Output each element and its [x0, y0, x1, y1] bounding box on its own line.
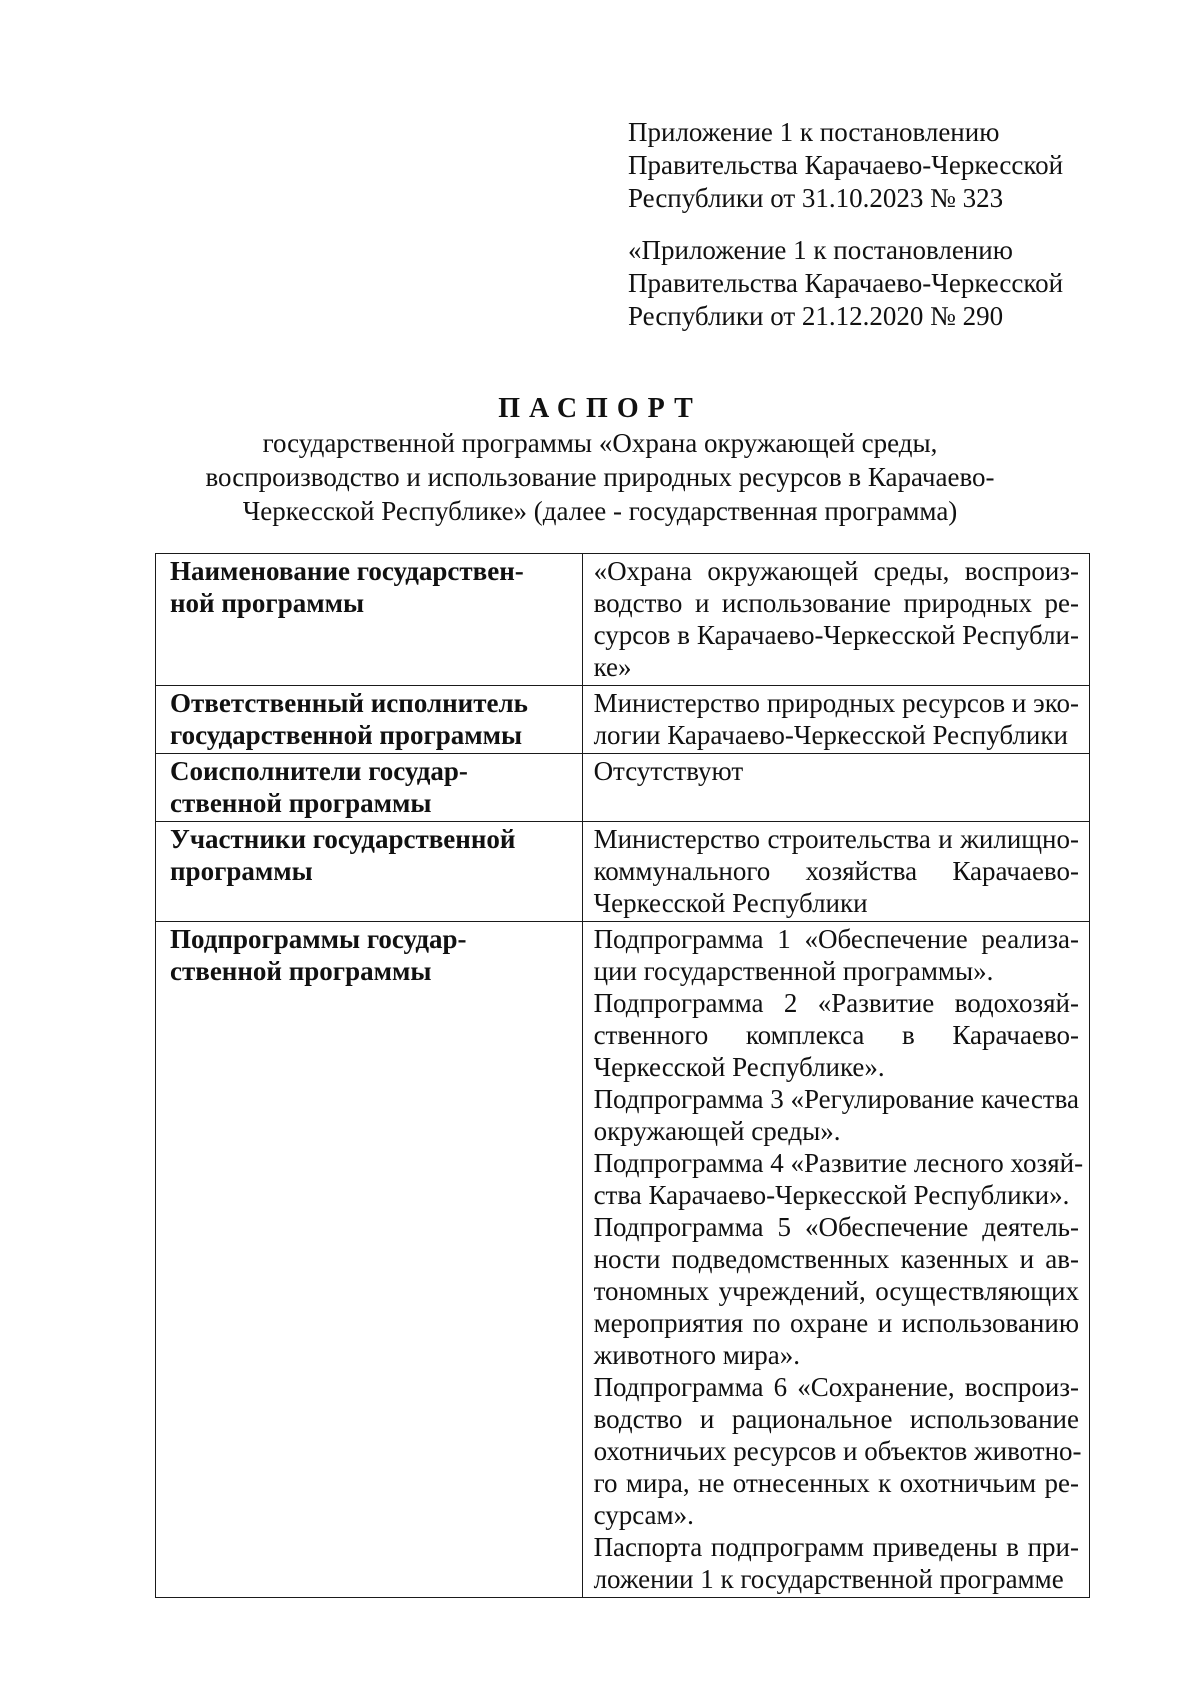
row-value-line: мероприятия по охране и использованию: [593, 1308, 1079, 1338]
row-label-line: ственной программы: [170, 956, 432, 986]
appendix-previous: [628, 234, 1148, 333]
row-value-line: водство и использование природных ре-: [593, 588, 1079, 618]
row-label-line: программы: [170, 856, 313, 886]
row-label-cell: [156, 922, 583, 1598]
document-subtitle: [100, 426, 1100, 528]
row-value-cell: [582, 922, 1089, 1598]
header-line: «Приложение 1 к постановлению: [628, 235, 1013, 265]
row-value-line: ственного комплекса в Карачаево-: [593, 1020, 1079, 1050]
row-value-line: водство и рациональное использование: [593, 1404, 1079, 1434]
header-line: Республики от 21.12.2020 № 290: [628, 301, 1004, 331]
row-value-cell: [582, 754, 1089, 822]
row-value-line: Министерство строительства и жилищно-: [593, 824, 1079, 854]
subtitle-line: Черкесской Республике» (далее - государственная программа): [242, 496, 958, 526]
row-value-line: Паспорта подпрограмм приведены в при-: [593, 1532, 1079, 1562]
row-label-cell: [156, 822, 583, 922]
title-block: [100, 392, 1100, 528]
row-value-line: Черкесской Республике».: [593, 1052, 885, 1082]
row-label-line: Наименование государствен-: [170, 556, 524, 586]
row-label-line: Ответственный исполнитель: [170, 688, 528, 718]
header-line: Республики от 31.10.2023 № 323: [628, 183, 1004, 213]
row-value-line: Подпрограмма 4 «Развитие лесного хозяй-: [593, 1148, 1084, 1178]
table-row: [156, 754, 1090, 822]
table-row: [156, 922, 1090, 1598]
row-value-line: ности подведомственных казенных и ав-: [593, 1244, 1079, 1274]
row-value-line: Черкесской Республики: [593, 888, 868, 918]
row-value-line: сурсам».: [593, 1500, 694, 1530]
row-value-line: Подпрограмма 6 «Сохранение, воспроиз-: [593, 1372, 1079, 1402]
row-value-line: Подпрограмма 3 «Регулирование качества: [593, 1084, 1079, 1114]
row-value-cell: [582, 822, 1089, 922]
row-value-line: логии Карачаево-Черкесской Республики: [593, 720, 1068, 750]
row-value-line: ции государственной программы».: [593, 956, 994, 986]
row-value-line: тономных учреждений, осуществляющих: [593, 1276, 1079, 1306]
row-label-line: Участники государственной: [170, 824, 516, 854]
row-value-line: Подпрограмма 5 «Обеспечение деятель-: [593, 1212, 1079, 1242]
row-value-line: охотничьих ресурсов и объектов животно-: [593, 1436, 1082, 1466]
appendix-current: [628, 116, 1148, 215]
table-row: [156, 822, 1090, 922]
row-label-line: Соисполнители государ-: [170, 756, 468, 786]
row-label-line: Подпрограммы государ-: [170, 924, 467, 954]
row-value-line: Подпрограмма 2 «Развитие водохозяй-: [593, 988, 1079, 1018]
row-label-cell: [156, 686, 583, 754]
row-value-line: окружающей среды».: [593, 1116, 841, 1146]
row-label-cell: [156, 754, 583, 822]
passport-table-body: [156, 554, 1090, 1598]
subtitle-line: воспроизводство и использование природных ресурсов в Карачаево-: [205, 462, 995, 492]
header-line: Приложение 1 к постановлению: [628, 117, 1000, 147]
row-value-line: ства Карачаево-Черкесской Республики».: [593, 1180, 1070, 1210]
row-label-line: ной программы: [170, 588, 365, 618]
row-value-line: животного мира».: [593, 1340, 801, 1370]
subtitle-line: государственной программы «Охрана окружающей среды,: [262, 428, 938, 458]
row-value-line: «Охрана окружающей среды, воспроиз-: [593, 556, 1079, 586]
row-value-cell: [582, 686, 1089, 754]
appendix-header: [628, 116, 1148, 352]
document-title: ПАСПОРТ: [498, 393, 702, 424]
row-label-line: ственной программы: [170, 788, 432, 818]
row-value-line: Министерство природных ресурсов и эко-: [593, 688, 1079, 718]
passport-table: [155, 553, 1090, 1598]
header-line: Правительства Карачаево-Черкесской: [628, 268, 1064, 298]
header-line: Правительства Карачаево-Черкесской: [628, 150, 1064, 180]
row-value-line: ложении 1 к государственной программе: [593, 1564, 1064, 1594]
row-value-cell: [582, 554, 1089, 686]
row-value-line: Подпрограмма 1 «Обеспечение реализа-: [593, 924, 1079, 954]
row-value-line: сурсов в Карачаево-Черкесской Республи-: [593, 620, 1079, 650]
row-value-line: ке»: [593, 652, 632, 682]
table-row: [156, 554, 1090, 686]
table-row: [156, 686, 1090, 754]
row-value-line: Отсутствуют: [593, 756, 744, 786]
row-label-cell: [156, 554, 583, 686]
row-value-line: коммунального хозяйства Карачаево-: [593, 856, 1079, 886]
row-value-line: го мира, не отнесенных к охотничьим ре-: [593, 1468, 1079, 1498]
row-label-line: государственной программы: [170, 720, 523, 750]
